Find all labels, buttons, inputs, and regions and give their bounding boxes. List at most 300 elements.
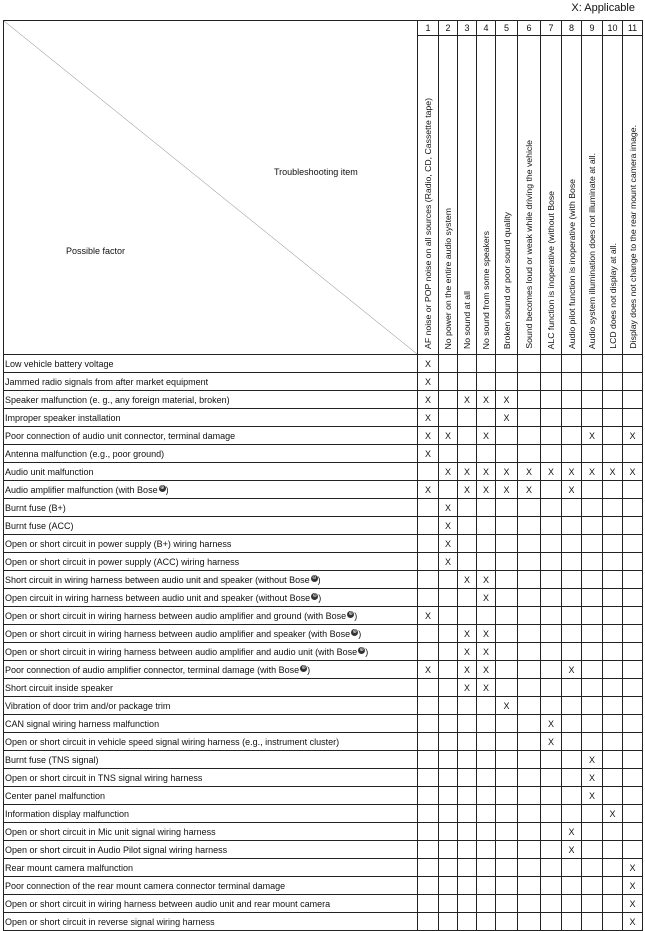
table-row <box>4 409 643 427</box>
applicable-cell <box>603 697 623 715</box>
possible-factor-cell <box>4 571 418 589</box>
applicable-cell <box>439 697 458 715</box>
applicable-cell <box>541 499 562 517</box>
applicable-cell <box>439 769 458 787</box>
applicable-cell <box>623 553 643 571</box>
column-header-10 <box>603 36 623 355</box>
applicable-cell <box>418 877 439 895</box>
applicable-cell: X <box>418 445 439 463</box>
applicable-cell <box>582 859 603 877</box>
applicable-cell <box>496 517 518 535</box>
applicable-cell <box>458 715 477 733</box>
applicable-cell <box>439 589 458 607</box>
applicable-cell <box>623 823 643 841</box>
applicable-cell: X <box>603 463 623 481</box>
possible-factor-text: Low vehicle battery voltage <box>5 358 114 369</box>
applicable-cell <box>603 391 623 409</box>
applicable-cell <box>518 895 541 913</box>
applicable-cell <box>603 715 623 733</box>
applicable-cell <box>418 751 439 769</box>
applicable-cell <box>418 679 439 697</box>
applicable-cell <box>541 571 562 589</box>
applicable-cell <box>439 481 458 499</box>
applicable-cell <box>418 499 439 517</box>
applicable-cell <box>623 391 643 409</box>
applicable-cell <box>418 553 439 571</box>
applicable-cell <box>477 877 496 895</box>
table-row <box>4 553 643 571</box>
applicable-cell <box>477 607 496 625</box>
table-row <box>4 895 643 913</box>
applicable-cell <box>477 373 496 391</box>
applicable-cell <box>562 751 582 769</box>
applicable-cell <box>562 607 582 625</box>
applicable-cell <box>541 625 562 643</box>
applicable-cell <box>439 607 458 625</box>
applicable-cell: X <box>418 661 439 679</box>
applicable-cell: X <box>541 463 562 481</box>
bose-symbol-icon: ⊕ <box>301 664 306 671</box>
applicable-cell <box>496 535 518 553</box>
possible-factor-cell <box>4 787 418 805</box>
applicable-cell <box>518 607 541 625</box>
column-header-8 <box>562 36 582 355</box>
applicable-cell <box>603 517 623 535</box>
applicable-cell <box>418 463 439 481</box>
applicable-cell <box>518 427 541 445</box>
possible-factor-text: Rear mount camera malfunction <box>5 862 134 873</box>
table-row <box>4 355 643 373</box>
applicable-cell <box>562 679 582 697</box>
applicable-cell <box>562 913 582 931</box>
possible-factor-text: Open circuit in wiring harness between audio unit and speaker (without Bose <box>5 592 311 603</box>
applicable-cell: X <box>477 643 496 661</box>
applicable-cell <box>458 535 477 553</box>
applicable-cell <box>439 715 458 733</box>
applicable-cell: X <box>418 391 439 409</box>
applicable-cell <box>477 805 496 823</box>
table-row <box>4 391 643 409</box>
possible-factor-text: Audio unit malfunction <box>5 466 94 477</box>
possible-factor-cell <box>4 715 418 733</box>
column-number-4: 4 <box>477 21 496 36</box>
applicable-cell <box>582 553 603 571</box>
applicable-cell <box>418 841 439 859</box>
applicable-cell <box>477 859 496 877</box>
applicable-cell <box>582 409 603 427</box>
possible-factor-cell <box>4 769 418 787</box>
possible-factor-text: Open or short circuit in power supply (B+) wiring harness <box>5 538 232 549</box>
applicable-cell <box>562 355 582 373</box>
applicable-cell <box>496 733 518 751</box>
applicable-cell: X <box>562 823 582 841</box>
applicable-cell <box>541 787 562 805</box>
table-row <box>4 733 643 751</box>
applicable-cell <box>458 445 477 463</box>
applicable-cell <box>418 805 439 823</box>
applicable-cell <box>439 913 458 931</box>
applicable-cell <box>496 769 518 787</box>
applicable-cell <box>518 553 541 571</box>
applicable-cell <box>562 589 582 607</box>
possible-factor-cell <box>4 751 418 769</box>
applicable-cell <box>603 769 623 787</box>
applicable-cell: X <box>541 733 562 751</box>
column-label-2: No power on the entire audio system <box>443 207 453 349</box>
applicable-cell: X <box>582 787 603 805</box>
column-header-4 <box>477 36 496 355</box>
applicable-cell <box>582 715 603 733</box>
applicable-cell <box>439 841 458 859</box>
applicable-cell <box>562 625 582 643</box>
applicable-cell <box>623 661 643 679</box>
applicable-cell <box>582 391 603 409</box>
possible-factor-text: Open or short circuit in wiring harness between audio amplifier and speaker (with Bose <box>5 628 351 639</box>
column-label-11: Display does not change to the rear mount camera image. <box>627 125 638 349</box>
table-row <box>4 481 643 499</box>
applicable-cell <box>518 859 541 877</box>
applicable-cell <box>562 769 582 787</box>
applicable-cell <box>582 607 603 625</box>
applicable-cell <box>603 445 623 463</box>
applicable-cell <box>496 841 518 859</box>
applicable-cell <box>562 499 582 517</box>
applicable-cell <box>518 445 541 463</box>
applicable-cell: X <box>477 391 496 409</box>
table-row <box>4 787 643 805</box>
applicable-cell <box>603 751 623 769</box>
possible-factor-cell <box>4 517 418 535</box>
corner-diagonal-line <box>4 21 417 354</box>
applicable-cell <box>582 877 603 895</box>
applicable-cell <box>541 445 562 463</box>
applicable-cell <box>458 373 477 391</box>
column-header-2 <box>439 36 458 355</box>
troubleshooting-matrix <box>3 20 643 931</box>
applicable-cell <box>582 625 603 643</box>
applicable-cell: X <box>623 913 643 931</box>
applicable-cell: X <box>477 463 496 481</box>
column-number-5: 5 <box>496 21 518 36</box>
applicable-cell <box>477 823 496 841</box>
applicable-cell <box>439 859 458 877</box>
applicable-cell <box>603 877 623 895</box>
applicable-cell <box>518 769 541 787</box>
applicable-cell <box>603 913 623 931</box>
applicable-cell: X <box>496 463 518 481</box>
applicable-cell: X <box>477 625 496 643</box>
possible-factor-cell <box>4 463 418 481</box>
possible-factor-text: Improper speaker installation <box>5 412 121 423</box>
possible-factor-text: Poor connection of audio unit connector, terminal damage <box>5 430 236 441</box>
possible-factor-cell <box>4 733 418 751</box>
applicable-cell: X <box>439 535 458 553</box>
applicable-cell <box>541 517 562 535</box>
column-number-row <box>4 21 643 36</box>
applicable-cell <box>458 769 477 787</box>
possible-factor-text: Burnt fuse (TNS signal) <box>5 754 99 765</box>
applicable-cell <box>496 499 518 517</box>
possible-factor-cell <box>4 373 418 391</box>
applicable-cell <box>477 787 496 805</box>
applicable-cell <box>603 733 623 751</box>
applicable-cell: X <box>496 481 518 499</box>
applicable-cell <box>458 697 477 715</box>
possible-factor-cell <box>4 859 418 877</box>
applicable-cell <box>439 445 458 463</box>
applicable-cell <box>603 409 623 427</box>
applicable-cell <box>458 877 477 895</box>
applicable-cell <box>477 913 496 931</box>
applicable-cell <box>623 499 643 517</box>
applicable-cell <box>477 733 496 751</box>
applicable-cell <box>518 751 541 769</box>
applicable-cell: X <box>518 463 541 481</box>
possible-factor-cell <box>4 841 418 859</box>
applicable-cell <box>623 607 643 625</box>
possible-factor-cell <box>4 391 418 409</box>
applicable-cell <box>477 535 496 553</box>
column-header-11 <box>623 36 643 355</box>
applicable-cell <box>603 823 623 841</box>
applicable-cell <box>582 571 603 589</box>
applicable-cell <box>541 751 562 769</box>
possible-factor-cell <box>4 553 418 571</box>
applicable-cell <box>477 517 496 535</box>
applicable-cell <box>562 445 582 463</box>
applicable-cell <box>496 607 518 625</box>
applicable-cell <box>541 661 562 679</box>
applicable-cell: X <box>562 463 582 481</box>
table-row <box>4 751 643 769</box>
applicable-cell <box>623 841 643 859</box>
column-header-5 <box>496 36 518 355</box>
applicable-cell <box>518 517 541 535</box>
applicable-cell <box>496 823 518 841</box>
applicable-cell: X <box>562 481 582 499</box>
applicable-cell: X <box>439 427 458 445</box>
applicable-cell <box>518 535 541 553</box>
possible-factor-cell <box>4 643 418 661</box>
applicable-cell: X <box>582 751 603 769</box>
applicable-cell <box>603 661 623 679</box>
applicable-cell <box>458 607 477 625</box>
possible-factor-cell <box>4 877 418 895</box>
applicable-cell <box>458 733 477 751</box>
table-row <box>4 697 643 715</box>
table-row <box>4 373 643 391</box>
applicable-cell: X <box>477 571 496 589</box>
possible-factor-text: Open or short circuit in reverse signal wiring harness <box>5 916 215 927</box>
applicable-cell <box>496 589 518 607</box>
applicable-cell <box>518 805 541 823</box>
applicable-cell <box>518 715 541 733</box>
applicable-cell: X <box>418 373 439 391</box>
applicable-cell: X <box>582 769 603 787</box>
applicable-cell <box>623 571 643 589</box>
applicable-cell <box>439 355 458 373</box>
applicable-cell <box>496 445 518 463</box>
applicable-cell <box>562 787 582 805</box>
possible-factor-text: Open or short circuit in Mic unit signal wiring harness <box>5 826 216 837</box>
applicable-cell: X <box>458 625 477 643</box>
applicable-cell <box>518 373 541 391</box>
column-number-1: 1 <box>418 21 439 36</box>
applicable-cell <box>518 877 541 895</box>
applicable-cell <box>541 859 562 877</box>
applicable-cell <box>496 355 518 373</box>
applicable-cell <box>562 697 582 715</box>
applicable-cell: X <box>496 697 518 715</box>
applicable-cell: X <box>477 679 496 697</box>
applicable-cell <box>477 355 496 373</box>
applicable-cell <box>418 697 439 715</box>
possible-factor-text: Short circuit inside speaker <box>5 682 114 693</box>
applicable-cell <box>623 679 643 697</box>
possible-factor-text: Vibration of door trim and/or package trim <box>5 700 171 711</box>
applicable-cell <box>458 805 477 823</box>
possible-factor-cell <box>4 427 418 445</box>
applicable-cell <box>603 535 623 553</box>
table-row <box>4 445 643 463</box>
applicable-cell <box>496 427 518 445</box>
possible-factor-text: Poor connection of audio amplifier connector, terminal damage (with Bose <box>5 664 300 675</box>
possible-factor-text: Open or short circuit in Audio Pilot signal wiring harness <box>5 844 228 855</box>
applicable-cell <box>518 697 541 715</box>
applicable-cell <box>623 589 643 607</box>
bose-symbol-icon: ⊖ <box>312 574 317 581</box>
troubleshooting-item-label: Troubleshooting item <box>274 167 358 177</box>
applicable-cell <box>496 625 518 643</box>
applicable-cell: X <box>458 679 477 697</box>
matrix-corner-header <box>4 21 418 355</box>
applicable-cell <box>541 373 562 391</box>
applicable-cell <box>603 859 623 877</box>
legend-applicable: X: Applicable <box>571 2 635 14</box>
applicable-cell <box>541 769 562 787</box>
bose-symbol-icon: ⊕ <box>348 610 353 617</box>
table-row <box>4 499 643 517</box>
applicable-cell <box>623 409 643 427</box>
applicable-cell <box>458 823 477 841</box>
applicable-cell <box>439 661 458 679</box>
applicable-cell <box>518 391 541 409</box>
applicable-cell <box>418 589 439 607</box>
applicable-cell <box>541 895 562 913</box>
applicable-cell <box>418 715 439 733</box>
closing-paren: ) <box>318 592 322 603</box>
applicable-cell <box>439 877 458 895</box>
table-row <box>4 571 643 589</box>
possible-factor-cell <box>4 679 418 697</box>
applicable-cell <box>541 553 562 571</box>
applicable-cell <box>562 517 582 535</box>
applicable-cell <box>418 769 439 787</box>
applicable-cell <box>623 715 643 733</box>
applicable-cell: X <box>623 895 643 913</box>
applicable-cell <box>541 355 562 373</box>
applicable-cell: X <box>418 481 439 499</box>
applicable-cell: X <box>496 391 518 409</box>
applicable-cell <box>582 535 603 553</box>
applicable-cell <box>496 751 518 769</box>
applicable-cell <box>562 553 582 571</box>
applicable-cell <box>541 643 562 661</box>
applicable-cell <box>623 805 643 823</box>
applicable-cell <box>477 499 496 517</box>
applicable-cell <box>477 445 496 463</box>
applicable-cell <box>562 391 582 409</box>
possible-factor-text: Open or short circuit in wiring harness between audio unit and rear mount camera <box>5 898 331 909</box>
table-row <box>4 823 643 841</box>
column-header-1 <box>418 36 439 355</box>
applicable-cell <box>603 841 623 859</box>
applicable-cell <box>582 841 603 859</box>
applicable-cell <box>496 715 518 733</box>
table-row <box>4 625 643 643</box>
table-row <box>4 877 643 895</box>
closing-paren: ) <box>317 574 321 585</box>
applicable-cell: X <box>623 877 643 895</box>
applicable-cell <box>623 643 643 661</box>
applicable-cell <box>562 715 582 733</box>
column-number-2: 2 <box>439 21 458 36</box>
table-row <box>4 679 643 697</box>
table-row <box>4 535 643 553</box>
column-number-7: 7 <box>541 21 562 36</box>
applicable-cell <box>582 499 603 517</box>
closing-paren: ) <box>354 610 358 621</box>
applicable-cell <box>562 427 582 445</box>
column-label-3: No sound at all <box>462 291 472 349</box>
applicable-cell <box>603 553 623 571</box>
applicable-cell <box>582 697 603 715</box>
possible-factor-text: Center panel malfunction <box>5 790 106 801</box>
applicable-cell <box>541 535 562 553</box>
column-header-6 <box>518 36 541 355</box>
applicable-cell <box>458 553 477 571</box>
applicable-cell <box>582 679 603 697</box>
applicable-cell: X <box>418 409 439 427</box>
applicable-cell <box>582 517 603 535</box>
applicable-cell <box>418 571 439 589</box>
applicable-cell: X <box>439 463 458 481</box>
applicable-cell <box>518 355 541 373</box>
bose-symbol-icon: ⊖ <box>312 592 317 599</box>
applicable-cell <box>458 355 477 373</box>
column-label-5: Broken sound or poor sound quality <box>501 211 512 349</box>
applicable-cell <box>518 661 541 679</box>
applicable-cell <box>439 787 458 805</box>
applicable-cell <box>439 751 458 769</box>
applicable-cell <box>562 805 582 823</box>
possible-factor-text: Poor connection of the rear mount camera connector terminal damage <box>5 880 286 891</box>
applicable-cell <box>439 643 458 661</box>
applicable-cell <box>496 643 518 661</box>
table-row <box>4 913 643 931</box>
applicable-cell <box>439 409 458 427</box>
applicable-cell <box>518 589 541 607</box>
bose-symbol-icon: ⊕ <box>352 628 357 635</box>
applicable-cell <box>603 427 623 445</box>
applicable-cell <box>439 823 458 841</box>
applicable-cell: X <box>477 481 496 499</box>
applicable-cell <box>477 895 496 913</box>
applicable-cell <box>623 445 643 463</box>
possible-factor-text: Open or short circuit in wiring harness between audio amplifier and audio unit (with Bose <box>5 646 358 657</box>
applicable-cell <box>582 913 603 931</box>
applicable-cell <box>458 499 477 517</box>
